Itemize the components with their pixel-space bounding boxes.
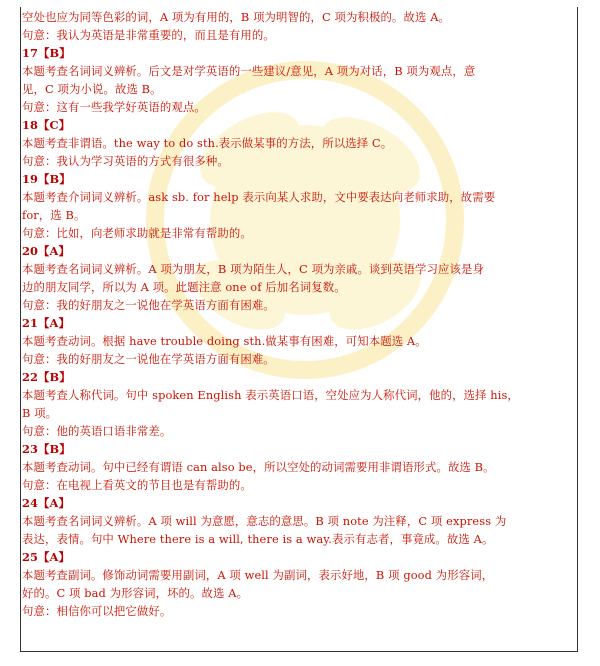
question-number-heading: 21【A】: [22, 316, 70, 330]
explanation-line: for，选 B。: [22, 208, 86, 222]
explanation-line: 表达，表情。句中 Where there is a will, there is a way.表示有志者，事竟成。故选 A。: [22, 532, 494, 546]
explanation-line: 本题考查人称代词。句中 spoken English 表示英语口语，空处应为人称代词，他的，选择 his，: [22, 388, 519, 402]
explanation-line: 边的朋友同学，所以为 A 项。此题注意 one of 后加名词复数。: [22, 280, 346, 294]
explanation-line: 句意：比如，向老师求助就是非常有帮助的。: [22, 226, 252, 240]
explanation-line: 句意：我认为英语是非常重要的，而且是有用的。: [22, 28, 275, 42]
explanation-line: 句意：我认为学习英语的方式有很多种。: [22, 154, 229, 168]
explanation-line: 句意：这有一些我学好英语的观点。: [22, 100, 206, 114]
explanation-line: 本题考查介词词义辨析。ask sb. for help 表示向某人求助，文中要表达向老师求助，故需要: [22, 190, 496, 204]
explanation-line: 句意：我的好朋友之一说他在学英语方面有困难。: [22, 298, 275, 312]
question-number-heading: 24【A】: [22, 496, 70, 510]
explanation-line: 本题考查动词。句中已经有谓语 can also be，所以空处的动词需要用非谓语形式。故选 B。: [22, 460, 495, 474]
explanation-line: 本题考查名词词义辨析。后文是对学英语的一些建议/意见，A 项为对话，B 项为观点，意: [22, 64, 476, 78]
question-number-heading: 19【B】: [22, 172, 71, 186]
explanation-line: B 项。: [22, 406, 58, 420]
explanation-line: 本题考查名词词义辨析。A 项 will 为意愿，意志的意思。B 项 note 为注释，C 项 express 为: [22, 514, 507, 528]
question-number-heading: 17【B】: [22, 46, 71, 60]
question-number-heading: 22【B】: [22, 370, 71, 384]
explanation-line: 好的。C 项 bad 为形容词，坏的。故选 A。: [22, 586, 249, 600]
question-number-heading: 20【A】: [22, 244, 70, 258]
explanation-line: 本题考查副词。修饰动词需要用副词，A 项 well 为副词，表示好地，B 项 good 为形容词，: [22, 568, 494, 582]
explanation-line: 本题考查名词词义辨析。A 项为朋友，B 项为陌生人，C 项为亲戚。谈到英语学习应该是身: [22, 262, 484, 276]
answer-explanations: [22, 8, 572, 620]
explanation-line: 句意：他的英语口语非常差。: [22, 424, 172, 438]
question-number-heading: 23【B】: [22, 442, 71, 456]
question-number-heading: 25【A】: [22, 550, 70, 564]
explanation-line: 见，C 项为小说。故选 B。: [22, 82, 162, 96]
explanation-line: 句意：相信你可以把它做好。: [22, 604, 172, 618]
explanation-line: 空处也应为同等色彩的词，A 项为有用的，B 项为明智的，C 项为积极的。故选 A。: [22, 10, 451, 24]
explanation-line: 句意：我的好朋友之一说他在学英语方面有困难。: [22, 352, 275, 366]
question-number-heading: 18【C】: [22, 118, 71, 132]
explanation-line: 本题考查非谓语。the way to do sth.表示做某事的方法，所以选择 C。: [22, 136, 393, 150]
explanation-line: 本题考查动词。根据 have trouble doing sth.做某事有困难，可知本题选 A。: [22, 334, 427, 348]
explanation-line: 句意：在电视上看英文的节目也是有帮助的。: [22, 478, 252, 492]
